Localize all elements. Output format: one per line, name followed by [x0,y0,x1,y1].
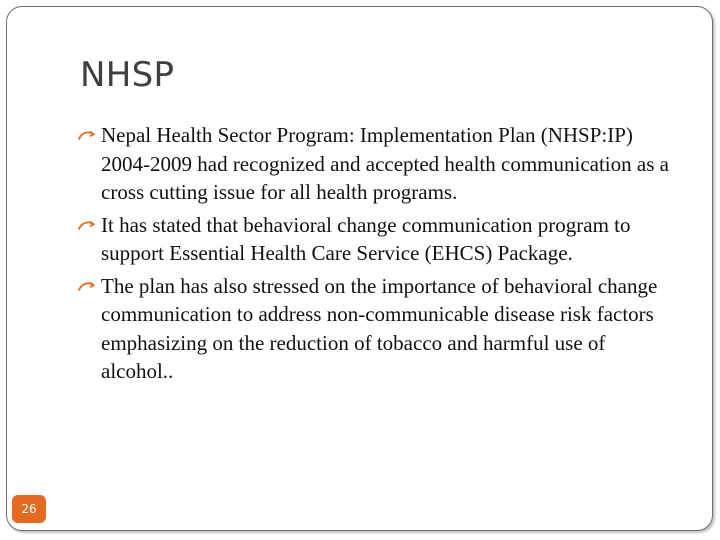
bullet-list [78,121,678,386]
bullet-item [78,121,678,207]
bullet-item [78,272,678,386]
bullet-text: The plan has also stressed on the importance of behavioral change communication to address non-communicable disease risk factors emphasizing on the reduction of tobacco and harmful use of alcohol.. [101,273,658,383]
slide-title: NHSP [80,55,175,95]
slide-number-badge: 26 [12,495,46,523]
bullet-item [78,211,678,268]
curved-arrow-icon [78,280,96,292]
curved-arrow-icon [78,129,96,141]
curved-arrow-icon [78,219,96,231]
bullet-text: It has stated that behavioral change communication program to support Essential Health Care Service (EHCS) Package. [101,212,631,265]
bullet-text: Nepal Health Sector Program: Implementation Plan (NHSP:IP) 2004-2009 had recognized and accepted health communication as a cross cutting issue for all health programs. [101,123,669,204]
